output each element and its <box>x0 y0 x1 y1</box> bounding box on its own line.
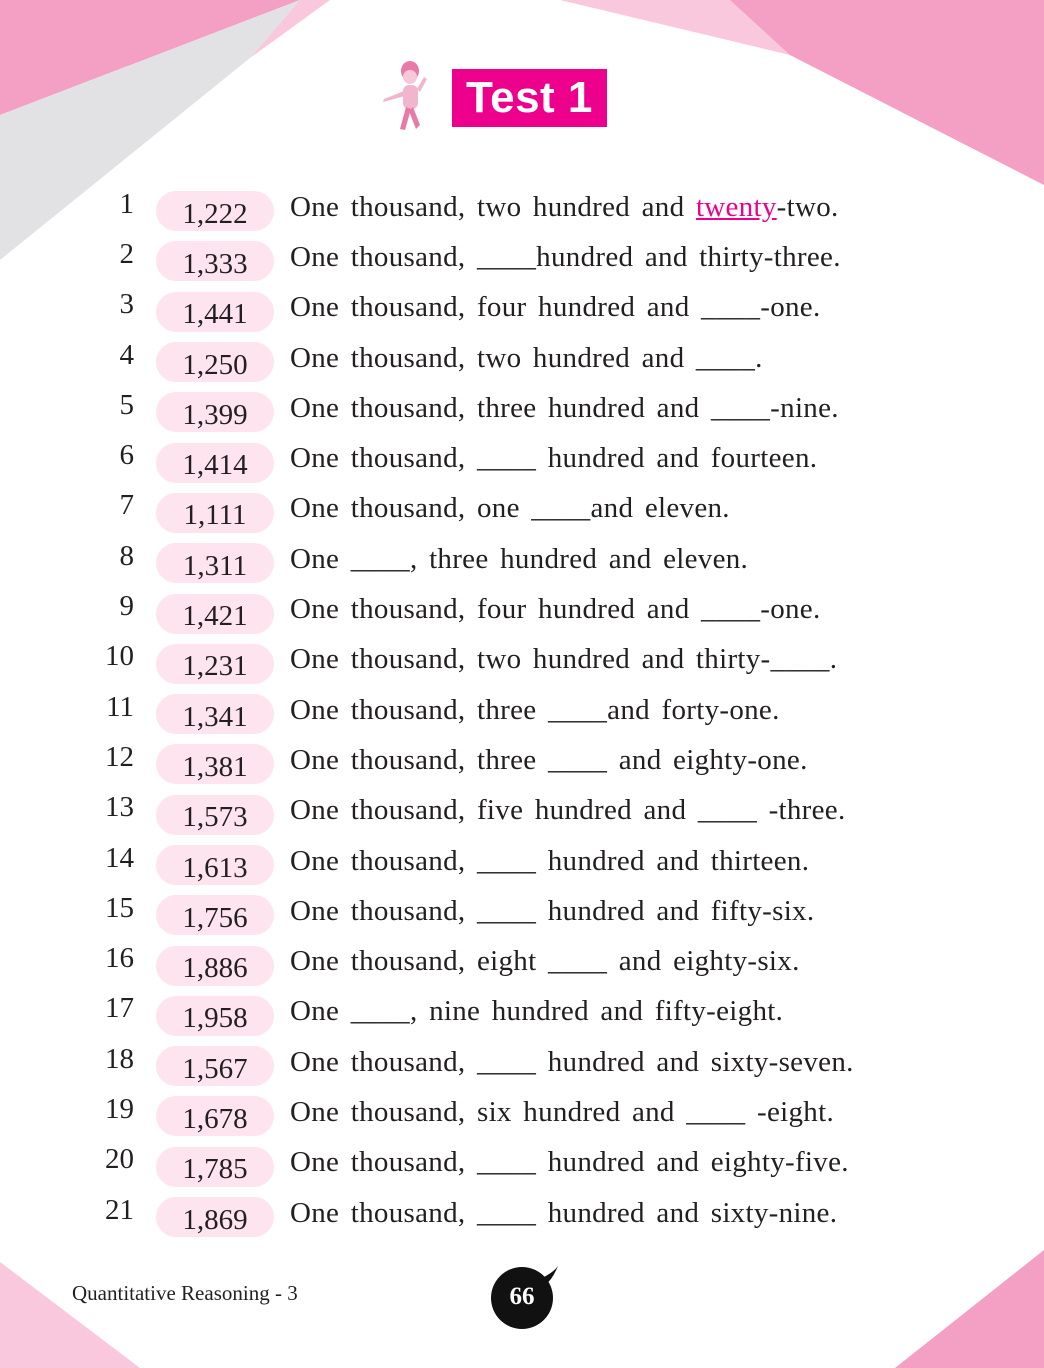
row-number: 11 <box>106 690 134 723</box>
exercise-row <box>96 387 956 437</box>
book-title: Quantitative Reasoning - 3 <box>72 1281 298 1305</box>
sentence-text: One thousand, ____ hundred and fourteen. <box>290 442 818 475</box>
sentence-text: One thousand, six hundred and ____ -eight. <box>290 1095 835 1128</box>
sentence-text: One thousand, ____ hundred and sixty-nine. <box>290 1196 838 1229</box>
row-number: 18 <box>105 1042 134 1075</box>
number-pill: 1,958 <box>156 996 274 1036</box>
row-number: 3 <box>119 288 134 321</box>
exercise-row <box>96 689 956 739</box>
number-pill: 1,311 <box>156 543 274 583</box>
number-sentence <box>290 945 800 978</box>
sentence-text: One thousand, three hundred and ____-nine. <box>290 391 839 424</box>
number-pill: 1,333 <box>156 241 274 281</box>
number-sentence <box>290 1046 854 1079</box>
exercise-list <box>96 186 956 1242</box>
page-number: 66 <box>509 1283 535 1310</box>
number-pill: 1,613 <box>156 845 274 885</box>
test-header <box>380 58 607 138</box>
row-number: 1 <box>119 187 134 220</box>
number-sentence <box>290 543 748 576</box>
number-pill: 1,381 <box>156 744 274 784</box>
exercise-row <box>96 639 956 689</box>
sentence-text-end: -two. <box>776 190 839 223</box>
number-sentence <box>290 794 846 827</box>
exercise-row <box>96 940 956 990</box>
exercise-row <box>96 790 956 840</box>
row-number: 14 <box>105 841 134 874</box>
number-sentence <box>290 1096 834 1129</box>
exercise-row <box>96 437 956 487</box>
number-sentence <box>290 995 783 1028</box>
row-number: 7 <box>119 489 134 522</box>
number-sentence <box>290 694 780 727</box>
number-pill: 1,111 <box>156 493 274 533</box>
sentence-text: One thousand, eight ____ and eighty-six. <box>290 945 800 978</box>
number-pill: 1,421 <box>156 594 274 634</box>
row-number: 16 <box>105 942 134 975</box>
number-sentence <box>290 492 730 525</box>
sentence-text: One thousand, ____hundred and thirty-three. <box>290 240 841 273</box>
number-pill: 1,567 <box>156 1046 274 1086</box>
number-sentence <box>290 895 814 928</box>
number-sentence <box>290 342 763 375</box>
number-sentence <box>290 744 808 777</box>
exercise-row <box>96 1192 956 1242</box>
number-pill: 1,785 <box>156 1147 274 1187</box>
number-sentence <box>290 191 839 224</box>
row-number: 9 <box>119 590 134 623</box>
exercise-row <box>96 1041 956 1091</box>
number-pill: 1,399 <box>156 392 274 432</box>
sentence-text: One ____, nine hundred and fifty-eight. <box>290 995 784 1028</box>
exercise-row <box>96 538 956 588</box>
sentence-text: One thousand, two hundred and ____. <box>290 341 763 374</box>
number-pill: 1,341 <box>156 694 274 734</box>
number-pill: 1,222 <box>156 191 274 231</box>
row-number: 12 <box>105 740 134 773</box>
number-pill: 1,869 <box>156 1197 274 1237</box>
number-sentence <box>290 241 841 274</box>
exercise-row <box>96 186 956 236</box>
girl-figure-icon <box>380 59 436 137</box>
number-sentence <box>290 1146 849 1179</box>
row-number: 6 <box>119 439 134 472</box>
row-number: 5 <box>119 388 134 421</box>
number-sentence <box>290 593 821 626</box>
row-number: 15 <box>105 891 134 924</box>
exercise-row <box>96 588 956 638</box>
row-number: 19 <box>105 1092 134 1125</box>
exercise-row <box>96 1142 956 1192</box>
sentence-text: One thousand, ____ hundred and eighty-five. <box>290 1146 849 1179</box>
number-pill: 1,756 <box>156 895 274 935</box>
number-sentence <box>290 392 839 425</box>
number-sentence <box>290 1197 837 1230</box>
sentence-text: One thousand, four hundred and ____-one. <box>290 593 821 626</box>
exercise-row <box>96 1091 956 1141</box>
sentence-text: One thousand, three ____ and eighty-one. <box>290 743 808 776</box>
number-sentence <box>290 845 809 878</box>
exercise-row <box>96 337 956 387</box>
sentence-text: One thousand, ____ hundred and thirteen. <box>290 844 810 877</box>
number-pill: 1,414 <box>156 443 274 483</box>
sentence-text: One thousand, five hundred and ____ -three. <box>290 794 846 827</box>
row-number: 21 <box>105 1193 134 1226</box>
row-number: 17 <box>105 992 134 1025</box>
row-number: 13 <box>105 791 134 824</box>
sentence-text: One thousand, two hundred and thirty-____. <box>290 643 838 676</box>
number-pill: 1,231 <box>156 644 274 684</box>
exercise-row <box>96 287 956 337</box>
number-pill: 1,441 <box>156 292 274 332</box>
number-pill: 1,573 <box>156 795 274 835</box>
exercise-row <box>96 488 956 538</box>
number-sentence <box>290 643 837 676</box>
number-pill: 1,250 <box>156 342 274 382</box>
sentence-text: One thousand, one ____and eleven. <box>290 492 730 525</box>
exercise-row <box>96 739 956 789</box>
exercise-row <box>96 991 956 1041</box>
page-title: Test 1 <box>452 69 607 127</box>
row-number: 20 <box>105 1143 134 1176</box>
number-pill: 1,886 <box>156 946 274 986</box>
sentence-text: One thousand, two hundred and <box>290 190 696 223</box>
row-number: 4 <box>119 338 134 371</box>
number-sentence <box>290 291 821 324</box>
sentence-text: One thousand, ____ hundred and fifty-six. <box>290 894 815 927</box>
example-answer: twenty <box>695 190 777 223</box>
sentence-text: One thousand, three ____and forty-one. <box>290 693 780 726</box>
sentence-text: One thousand, four hundred and ____-one. <box>290 291 821 324</box>
number-pill: 1,678 <box>156 1096 274 1136</box>
row-number: 2 <box>119 237 134 270</box>
exercise-row <box>96 840 956 890</box>
row-number: 10 <box>105 640 134 673</box>
number-sentence <box>290 442 817 475</box>
exercise-row <box>96 890 956 940</box>
exercise-row <box>96 236 956 286</box>
sentence-text: One thousand, ____ hundred and sixty-seven. <box>290 1045 854 1078</box>
row-number: 8 <box>119 539 134 572</box>
sentence-text: One ____, three hundred and eleven. <box>290 542 749 575</box>
